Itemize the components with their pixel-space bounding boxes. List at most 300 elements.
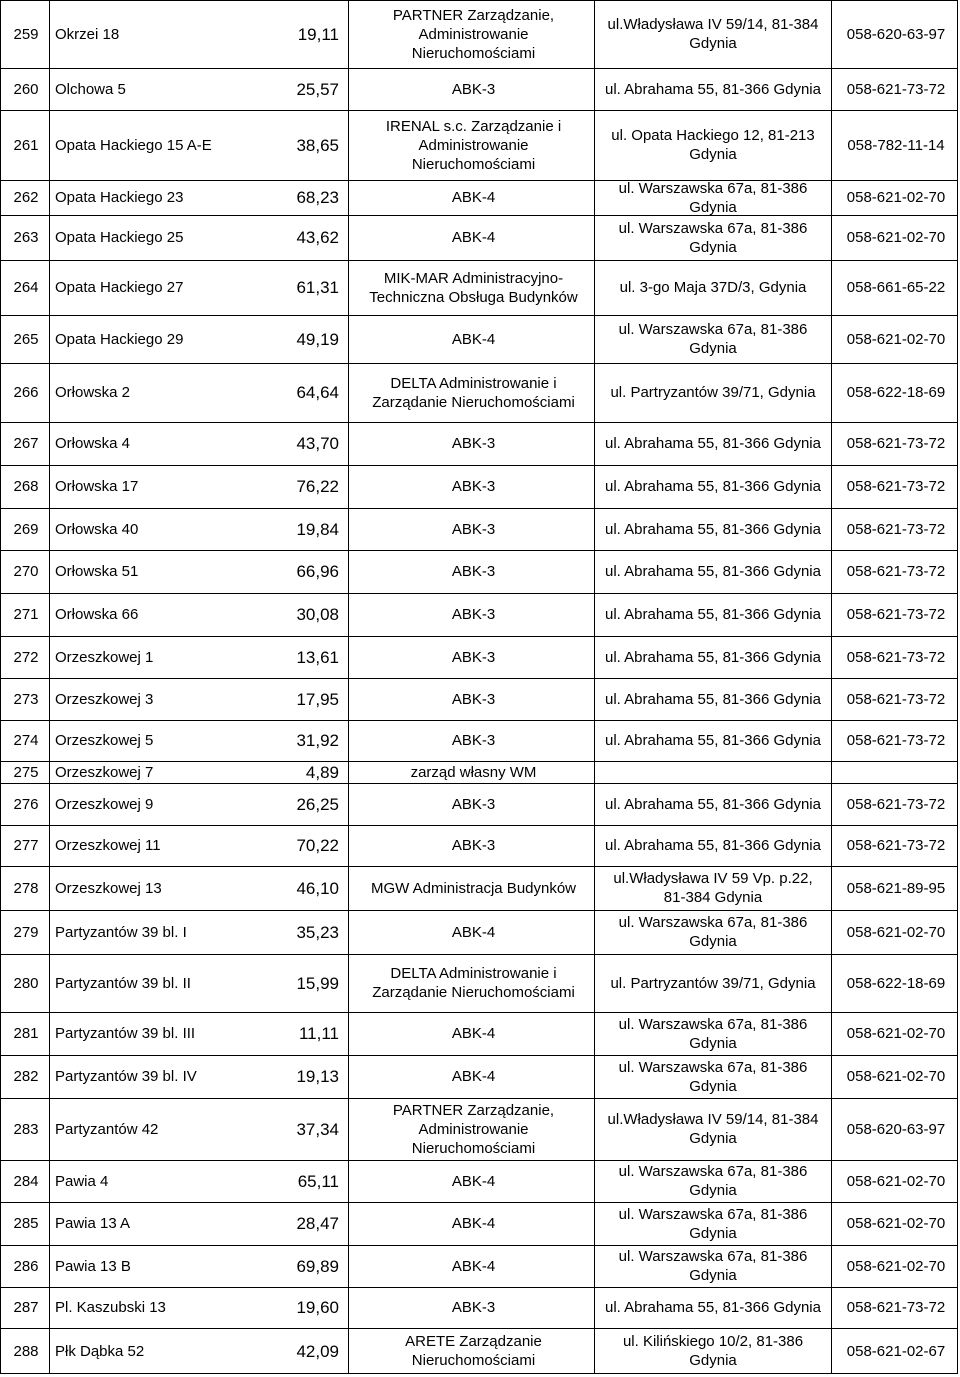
area-value-text: 19,13 bbox=[296, 1067, 339, 1086]
administrator-name bbox=[349, 110, 598, 180]
administrator-address bbox=[593, 550, 833, 593]
area-value-text: 68,23 bbox=[296, 188, 339, 207]
row-number-text: 265 bbox=[13, 330, 39, 348]
administrator-name bbox=[349, 678, 598, 720]
area-value-text: 25,57 bbox=[296, 79, 339, 99]
phone-number-text: 058-661-65-22 bbox=[846, 279, 946, 296]
administrator-name-text: ABK-4 bbox=[451, 1257, 496, 1275]
street-address-text: Opata Hackiego 25 bbox=[55, 229, 184, 246]
phone-number bbox=[832, 1287, 960, 1328]
administrator-address bbox=[593, 508, 833, 550]
administrator-name bbox=[349, 68, 598, 110]
row-number-text: 272 bbox=[13, 648, 39, 666]
area-value bbox=[270, 910, 348, 954]
administrator-name-text: ABK-4 bbox=[451, 1172, 496, 1190]
row-number-text: 270 bbox=[13, 563, 39, 580]
phone-number bbox=[832, 761, 960, 783]
area-value bbox=[270, 866, 348, 910]
street-address-text: Partyzantów 39 bl. I bbox=[55, 923, 187, 941]
area-value-text: 19,84 bbox=[296, 519, 339, 539]
administrator-name-text: ABK-3 bbox=[451, 80, 496, 98]
row-number bbox=[2, 593, 50, 636]
area-value bbox=[270, 678, 348, 720]
street-address-text: Orzeszkowej 1 bbox=[55, 648, 154, 666]
phone-number bbox=[832, 1055, 960, 1098]
phone-number-text: 058-621-73-72 bbox=[846, 1299, 946, 1316]
area-value-text: 30,08 bbox=[296, 605, 339, 624]
row-number bbox=[2, 761, 50, 783]
administrator-name bbox=[349, 180, 598, 215]
phone-number bbox=[832, 465, 960, 508]
street-address-text: Olchowa 5 bbox=[55, 80, 126, 98]
administrator-name-text: ABK-3 bbox=[451, 690, 496, 708]
phone-number-text: 058-621-02-70 bbox=[846, 1215, 946, 1232]
area-value bbox=[270, 465, 348, 508]
administrator-address-text: ul. 3-go Maja 37D/3, Gdynia bbox=[619, 279, 807, 296]
administrator-address-text: ul. Abrahama 55, 81-366 Gdynia bbox=[605, 795, 821, 813]
row-number bbox=[2, 0, 50, 68]
phone-number-text: 058-782-11-14 bbox=[847, 136, 945, 154]
phone-number-text: 058-621-02-70 bbox=[846, 1068, 946, 1085]
administrator-name bbox=[349, 422, 598, 465]
row-number-text: 269 bbox=[13, 520, 39, 538]
area-value-text: 31,92 bbox=[296, 731, 339, 750]
row-number bbox=[2, 678, 50, 720]
area-value bbox=[270, 783, 348, 825]
administrator-address bbox=[593, 1098, 833, 1160]
administrator-address-text: ul. Warszawska 67a, 81-386 Gdynia bbox=[618, 180, 808, 215]
row-number bbox=[2, 1012, 50, 1055]
administrator-name-text: ABK-3 bbox=[451, 435, 496, 452]
administrator-name bbox=[349, 465, 598, 508]
row-number-text: 273 bbox=[13, 690, 39, 708]
phone-number bbox=[832, 1202, 960, 1245]
row-number bbox=[2, 1202, 50, 1245]
area-value bbox=[270, 0, 348, 68]
administrator-address-text: ul. Abrahama 55, 81-366 Gdynia bbox=[605, 837, 821, 854]
row-number-text: 288 bbox=[13, 1342, 39, 1360]
administrator-address-text: ul. Abrahama 55, 81-366 Gdynia bbox=[605, 606, 821, 623]
street-address-text: Orzeszkowej 7 bbox=[55, 763, 154, 781]
phone-number bbox=[832, 593, 960, 636]
administrator-address bbox=[593, 315, 833, 363]
administrator-name-text: ABK-3 bbox=[451, 648, 496, 666]
area-value bbox=[270, 593, 348, 636]
administrator-name-text: DELTA Administrowanie i Zarządanie Nieruchomościami bbox=[372, 965, 575, 1001]
phone-number bbox=[832, 954, 960, 1012]
phone-number bbox=[832, 508, 960, 550]
area-value-text: 19,60 bbox=[296, 1298, 339, 1317]
area-value bbox=[270, 422, 348, 465]
area-value-text: 13,61 bbox=[296, 647, 339, 667]
administrator-address bbox=[593, 720, 833, 761]
administrator-name bbox=[349, 636, 598, 678]
administrator-address-text: ul. Warszawska 67a, 81-386 Gdynia bbox=[618, 1248, 808, 1284]
administrator-name-text: DELTA Administrowanie i Zarządanie Nieruchomościami bbox=[372, 374, 575, 411]
area-value-text: 61,31 bbox=[296, 278, 339, 297]
administrator-name-text: ARETE Zarządzanie Nieruchomościami bbox=[405, 1333, 542, 1369]
street-address-text: Orłowska 2 bbox=[55, 384, 131, 401]
area-value-text: 46,10 bbox=[296, 878, 339, 898]
phone-number-text: 058-621-73-72 bbox=[846, 648, 946, 666]
row-number bbox=[2, 825, 50, 866]
administrator-name-text: MGW Administracja Budynków bbox=[370, 879, 577, 897]
row-number-text: 277 bbox=[13, 837, 39, 854]
administrator-address-text: ul. Abrahama 55, 81-366 Gdynia bbox=[605, 732, 821, 749]
street-address-text: Orzeszkowej 11 bbox=[55, 837, 161, 854]
administrator-address-text: ul. Partryzantów 39/71, Gdynia bbox=[610, 974, 816, 992]
street-address-text: Opata Hackiego 23 bbox=[55, 189, 184, 206]
row-number bbox=[2, 720, 50, 761]
phone-number bbox=[832, 1012, 960, 1055]
administrator-name bbox=[349, 1202, 598, 1245]
street-address-text: Orłowska 40 bbox=[55, 520, 139, 538]
administrator-name bbox=[349, 954, 598, 1012]
phone-number bbox=[832, 550, 960, 593]
area-value bbox=[270, 110, 348, 180]
phone-number bbox=[832, 866, 960, 910]
administrator-address bbox=[593, 1055, 833, 1098]
area-value bbox=[270, 315, 348, 363]
administrator-address bbox=[593, 1160, 833, 1202]
administrator-address bbox=[593, 866, 833, 910]
area-value-text: 70,22 bbox=[296, 836, 339, 855]
area-value-text: 17,95 bbox=[296, 689, 339, 709]
administrator-name-text: ABK-3 bbox=[451, 563, 496, 580]
administrator-name-text: PARTNER Zarządzanie, Administrowanie Nieruchomościami bbox=[392, 1101, 555, 1157]
street-address-text: Pawia 13 B bbox=[55, 1257, 131, 1275]
administrator-name bbox=[349, 0, 598, 68]
row-number-text: 260 bbox=[13, 80, 39, 98]
administrator-address-text: ul. Partryzantów 39/71, Gdynia bbox=[610, 384, 816, 401]
street-address-text: Partyzantów 39 bl. IV bbox=[55, 1068, 197, 1085]
row-number bbox=[2, 954, 50, 1012]
administrator-name-text: ABK-4 bbox=[451, 330, 496, 348]
street-address-text: Pl. Kaszubski 13 bbox=[55, 1299, 166, 1316]
administrator-name-text: ABK-4 bbox=[451, 1215, 496, 1232]
row-number-text: 275 bbox=[13, 763, 39, 781]
phone-number bbox=[832, 910, 960, 954]
administrator-name bbox=[349, 783, 598, 825]
area-value bbox=[270, 1160, 348, 1202]
row-number bbox=[2, 1160, 50, 1202]
area-value-text: 64,64 bbox=[296, 383, 339, 402]
administrator-address bbox=[593, 1287, 833, 1328]
row-number bbox=[2, 1055, 50, 1098]
area-value bbox=[270, 636, 348, 678]
administrator-name-text: MIK-MAR Administracyjno- Techniczna Obsługa Budynków bbox=[369, 269, 578, 306]
area-value-text: 69,89 bbox=[296, 1256, 339, 1276]
administrator-name bbox=[349, 1055, 598, 1098]
area-value bbox=[270, 825, 348, 866]
area-value bbox=[270, 1012, 348, 1055]
row-number-text: 283 bbox=[13, 1120, 39, 1138]
street-address-text: Orłowska 51 bbox=[55, 563, 139, 580]
administrator-name-text: ABK-3 bbox=[451, 732, 496, 749]
area-value-text: 4,89 bbox=[305, 762, 339, 782]
phone-number-text: 058-620-63-97 bbox=[846, 25, 946, 43]
street-address-text: Pawia 13 A bbox=[55, 1215, 131, 1232]
administrator-name-text: ABK-4 bbox=[451, 1025, 496, 1042]
administrator-name bbox=[349, 315, 598, 363]
administrator-address bbox=[593, 180, 833, 215]
row-number-text: 264 bbox=[13, 279, 39, 296]
administrator-name bbox=[349, 910, 598, 954]
phone-number-text: 058-621-02-70 bbox=[846, 1172, 946, 1190]
row-number-text: 267 bbox=[13, 435, 39, 452]
street-address-text: Orzeszkowej 5 bbox=[55, 732, 154, 749]
area-value-text: 49,19 bbox=[296, 329, 339, 349]
administrator-address bbox=[593, 0, 833, 68]
administrator-address bbox=[593, 1328, 833, 1374]
row-number bbox=[2, 422, 50, 465]
administrator-name-text: ABK-3 bbox=[451, 520, 496, 538]
administrator-address-text: ul. Abrahama 55, 81-366 Gdynia bbox=[605, 520, 821, 538]
row-number bbox=[2, 550, 50, 593]
administrator-address-text: ul. Warszawska 67a, 81-386 Gdynia bbox=[618, 1163, 808, 1199]
phone-number bbox=[832, 783, 960, 825]
area-value-text: 66,96 bbox=[296, 562, 339, 581]
area-value bbox=[270, 68, 348, 110]
row-number bbox=[2, 508, 50, 550]
administrator-address-text: ul. Warszawska 67a, 81-386 Gdynia bbox=[618, 1058, 808, 1095]
area-value-text: 43,70 bbox=[296, 434, 339, 453]
phone-number bbox=[832, 678, 960, 720]
administrator-name bbox=[349, 1287, 598, 1328]
administrator-address bbox=[593, 825, 833, 866]
phone-number-text: 058-621-73-72 bbox=[846, 563, 946, 580]
street-address-text: Orłowska 4 bbox=[55, 435, 131, 452]
street-address-text: Orłowska 17 bbox=[55, 478, 139, 495]
administrator-name bbox=[349, 866, 598, 910]
administrator-name-text: ABK-4 bbox=[451, 923, 496, 941]
phone-number-text: 058-621-73-72 bbox=[846, 80, 946, 98]
area-value bbox=[270, 1055, 348, 1098]
phone-number bbox=[832, 1328, 960, 1374]
area-value bbox=[270, 1202, 348, 1245]
row-number-text: 271 bbox=[13, 606, 39, 623]
row-number-text: 287 bbox=[13, 1299, 39, 1316]
row-number-text: 284 bbox=[13, 1172, 39, 1190]
phone-number-text: 058-621-02-67 bbox=[846, 1342, 946, 1360]
administrator-name bbox=[349, 1160, 598, 1202]
administrator-name bbox=[349, 1012, 598, 1055]
administrator-address-text: ul. Warszawska 67a, 81-386 Gdynia bbox=[618, 914, 808, 950]
row-number-text: 279 bbox=[13, 923, 39, 941]
area-value bbox=[270, 180, 348, 215]
phone-number bbox=[832, 363, 960, 422]
row-number bbox=[2, 866, 50, 910]
administrator-name bbox=[349, 1328, 598, 1374]
phone-number-text: 058-621-73-72 bbox=[846, 837, 946, 854]
phone-number bbox=[832, 215, 960, 260]
street-address-text: Opata Hackiego 27 bbox=[55, 279, 184, 296]
phone-number-text: 058-620-63-97 bbox=[846, 1120, 946, 1138]
area-value bbox=[270, 363, 348, 422]
phone-number-text: 058-622-18-69 bbox=[846, 974, 946, 992]
area-value bbox=[270, 260, 348, 315]
administrator-address bbox=[593, 68, 833, 110]
row-number-text: 263 bbox=[13, 229, 39, 246]
administrator-address bbox=[593, 215, 833, 260]
row-number bbox=[2, 110, 50, 180]
phone-number-text: 058-621-73-72 bbox=[846, 435, 946, 452]
street-address-text: Okrzei 18 bbox=[55, 25, 120, 43]
row-number-text: 276 bbox=[13, 795, 39, 813]
administrator-name bbox=[349, 1098, 598, 1160]
area-value bbox=[270, 508, 348, 550]
administrator-address-text: ul. Abrahama 55, 81-366 Gdynia bbox=[605, 435, 821, 452]
row-number bbox=[2, 1328, 50, 1374]
area-value bbox=[270, 1245, 348, 1287]
street-address-text: Orzeszkowej 3 bbox=[55, 690, 154, 708]
row-number bbox=[2, 180, 50, 215]
row-number bbox=[2, 783, 50, 825]
administrator-name-text: zarząd własny WM bbox=[410, 763, 537, 781]
row-number-text: 278 bbox=[13, 879, 39, 897]
administrator-address bbox=[593, 110, 833, 180]
row-number bbox=[2, 636, 50, 678]
area-value bbox=[270, 215, 348, 260]
administrator-address bbox=[593, 783, 833, 825]
administrator-name bbox=[349, 825, 598, 866]
phone-number bbox=[832, 110, 960, 180]
phone-number-text: 058-621-73-72 bbox=[846, 690, 946, 708]
area-value-text: 15,99 bbox=[296, 973, 339, 993]
administrator-name-text: ABK-4 bbox=[451, 229, 496, 246]
row-number bbox=[2, 465, 50, 508]
area-value-text: 76,22 bbox=[296, 477, 339, 496]
area-value-text: 65,11 bbox=[297, 1171, 339, 1191]
administrator-name-text: ABK-3 bbox=[451, 1299, 496, 1316]
administrator-address bbox=[593, 593, 833, 636]
administrator-address bbox=[593, 910, 833, 954]
administrator-name-text: IRENAL s.c. Zarządzanie i Administrowanie Nieruchomościami bbox=[385, 117, 562, 173]
administrator-address bbox=[593, 363, 833, 422]
area-value bbox=[270, 1098, 348, 1160]
administrator-address-text: ul. Warszawska 67a, 81-386 Gdynia bbox=[618, 219, 808, 256]
row-number-text: 274 bbox=[13, 732, 39, 749]
row-number bbox=[2, 1245, 50, 1287]
street-address-text: Partyzantów 42 bbox=[55, 1120, 159, 1138]
administrator-address-text: ul. Warszawska 67a, 81-386 Gdynia bbox=[618, 321, 808, 357]
administrator-address-text: ul. Abrahama 55, 81-366 Gdynia bbox=[605, 1299, 821, 1316]
area-value-text: 42,09 bbox=[296, 1341, 339, 1361]
row-number bbox=[2, 315, 50, 363]
phone-number-text: 058-621-02-70 bbox=[846, 330, 946, 348]
administrator-name bbox=[349, 215, 598, 260]
phone-number bbox=[832, 825, 960, 866]
row-number-text: 259 bbox=[13, 25, 39, 43]
administrator-name-text: PARTNER Zarządzanie, Administrowanie Nieruchomościami bbox=[392, 6, 555, 62]
phone-number bbox=[832, 0, 960, 68]
administrator-name bbox=[349, 363, 598, 422]
administrator-name bbox=[349, 1245, 598, 1287]
phone-number-text: 058-621-02-70 bbox=[846, 923, 946, 941]
phone-number-text: 058-621-73-72 bbox=[846, 478, 946, 495]
administrator-name-text: ABK-3 bbox=[451, 478, 496, 495]
area-value bbox=[270, 954, 348, 1012]
administrator-address-text: ul. Abrahama 55, 81-366 Gdynia bbox=[605, 648, 821, 666]
administrator-address bbox=[593, 761, 833, 783]
administrator-address-text: ul.Władysława IV 59/14, 81-384 Gdynia bbox=[607, 16, 819, 52]
area-value-text: 28,47 bbox=[296, 1214, 339, 1233]
administrator-address bbox=[593, 1012, 833, 1055]
row-number-text: 261 bbox=[13, 136, 39, 154]
administrator-address bbox=[593, 260, 833, 315]
administrator-address-text: ul. Opata Hackiego 12, 81-213 Gdynia bbox=[611, 127, 815, 163]
administrator-name bbox=[349, 508, 598, 550]
phone-number-text: 058-621-73-72 bbox=[846, 732, 946, 749]
administrator-name-text: ABK-3 bbox=[451, 606, 496, 623]
street-address-text: Orłowska 66 bbox=[55, 606, 139, 623]
area-value-text: 43,62 bbox=[296, 228, 339, 247]
administrator-address-text: ul. Kilińskiego 10/2, 81-386 Gdynia bbox=[622, 1333, 804, 1369]
administrator-name bbox=[349, 550, 598, 593]
phone-number bbox=[832, 1160, 960, 1202]
street-address-text: Płk Dąbka 52 bbox=[55, 1342, 145, 1360]
row-number bbox=[2, 68, 50, 110]
row-number bbox=[2, 910, 50, 954]
row-number bbox=[2, 260, 50, 315]
phone-number bbox=[832, 1098, 960, 1160]
administrator-address bbox=[593, 465, 833, 508]
administrator-address bbox=[593, 678, 833, 720]
phone-number-text: 058-621-73-72 bbox=[846, 795, 946, 813]
phone-number-text: 058-622-18-69 bbox=[846, 384, 946, 401]
street-address-text: Pawia 4 bbox=[55, 1172, 109, 1190]
administrator-address bbox=[593, 422, 833, 465]
phone-number-text: 058-621-02-70 bbox=[846, 189, 946, 206]
street-address-text: Orzeszkowej 9 bbox=[55, 795, 154, 813]
phone-number-text: 058-621-73-72 bbox=[846, 606, 946, 623]
administrator-name bbox=[349, 260, 598, 315]
row-number-text: 285 bbox=[13, 1215, 39, 1232]
street-address-text: Opata Hackiego 15 A-E bbox=[55, 136, 212, 154]
area-value-text: 37,34 bbox=[296, 1119, 339, 1139]
street-address-text: Opata Hackiego 29 bbox=[55, 330, 184, 348]
administrator-address-text: ul. Abrahama 55, 81-366 Gdynia bbox=[605, 80, 821, 98]
phone-number bbox=[832, 636, 960, 678]
phone-number bbox=[832, 422, 960, 465]
phone-number bbox=[832, 315, 960, 363]
row-number-text: 266 bbox=[13, 384, 39, 401]
phone-number-text: 058-621-89-95 bbox=[846, 879, 946, 897]
phone-number-text: 058-621-02-70 bbox=[846, 229, 946, 246]
area-value-text: 19,11 bbox=[297, 24, 339, 44]
phone-number-text: 058-621-02-70 bbox=[846, 1257, 946, 1275]
administrator-address bbox=[593, 1245, 833, 1287]
administrator-address bbox=[593, 636, 833, 678]
phone-number-text: 058-621-73-72 bbox=[846, 520, 946, 538]
row-number-text: 280 bbox=[13, 974, 39, 992]
phone-number bbox=[832, 720, 960, 761]
row-number-text: 268 bbox=[13, 478, 39, 495]
phone-number-text: 058-621-02-70 bbox=[846, 1025, 946, 1042]
administrator-address-text: ul. Warszawska 67a, 81-386 Gdynia bbox=[618, 1205, 808, 1242]
area-value-text: 38,65 bbox=[296, 135, 339, 155]
row-number-text: 262 bbox=[13, 189, 39, 206]
street-address-text: Partyzantów 39 bl. III bbox=[55, 1025, 196, 1042]
row-number bbox=[2, 215, 50, 260]
area-value-text: 26,25 bbox=[296, 794, 339, 814]
administrator-address-text: ul. Abrahama 55, 81-366 Gdynia bbox=[605, 563, 821, 580]
administrator-name bbox=[349, 593, 598, 636]
administrator-name bbox=[349, 720, 598, 761]
administrator-name-text: ABK-3 bbox=[451, 837, 496, 854]
area-value-text: 11,11 bbox=[298, 1024, 339, 1043]
administrator-address-text: ul.Władysława IV 59 Vp. p.22, 81-384 Gdynia bbox=[613, 870, 813, 906]
